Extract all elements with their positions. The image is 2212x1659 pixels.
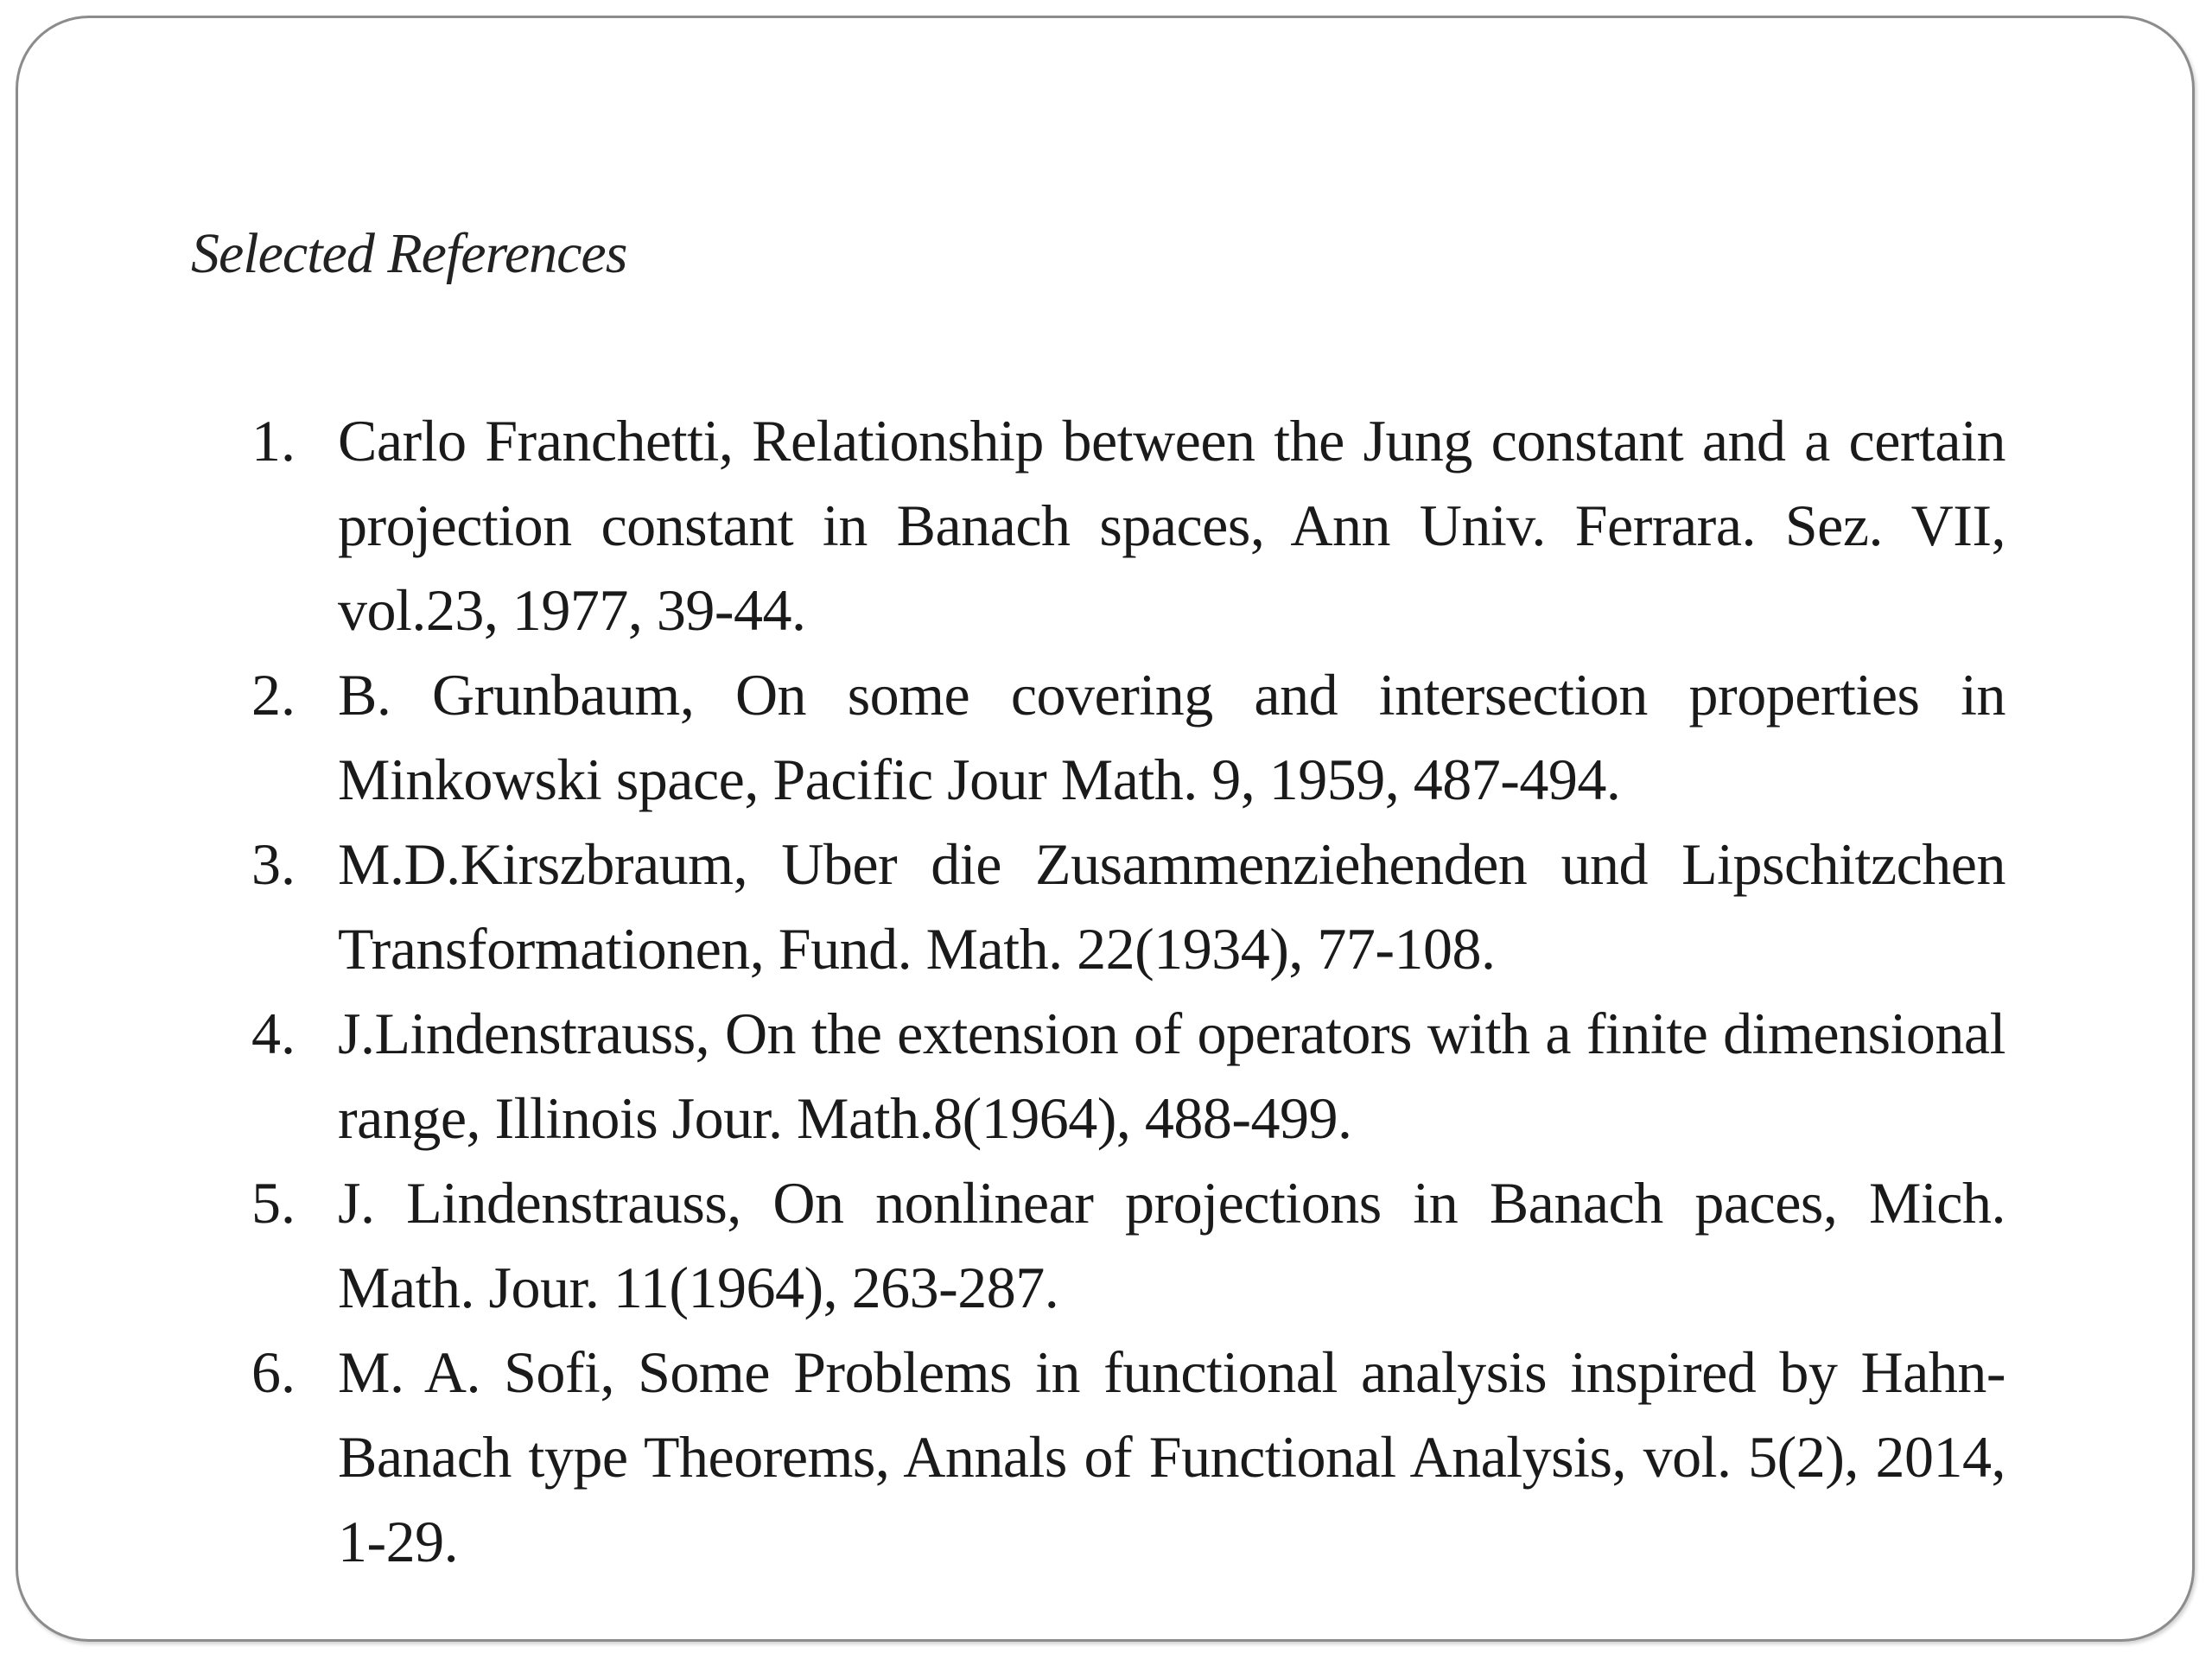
reference-list [251, 398, 2005, 1584]
reference-number: 4. [251, 1001, 296, 1066]
reference-number: 1. [251, 408, 296, 474]
reference-number: 5. [251, 1170, 296, 1236]
reference-item-2 [251, 652, 2005, 822]
reference-number: 2. [251, 662, 296, 728]
reference-item-1 [251, 398, 2005, 652]
reference-text: M.D.Kirszbraum, Uber die Zusammenziehenden und Lipschitzchen Transformationen, Fund. Math. 22(1934), 77-108. [338, 831, 2005, 982]
reference-text: M. A. Sofi, Some Problems in functional analysis inspired by Hahn-Banach type Theorems, Annals of Functional Analysis, vol. 5(2), 2014, 1-29. [338, 1339, 2005, 1574]
reference-text: J.Lindenstrauss, On the extension of operators with a finite dimensional range, Illinois Jour. Math.8(1964), 488-499. [338, 1001, 2005, 1151]
reference-text: Carlo Franchetti, Relationship between the Jung constant and a certain projection constant in Banach spaces, Ann Univ. Ferrara. Sez. VII, vol.23, 1977, 39-44. [338, 408, 2005, 643]
reference-number: 3. [251, 831, 296, 897]
reference-item-3 [251, 822, 2005, 991]
reference-text: J. Lindenstrauss, On nonlinear projections in Banach paces, Mich. Math. Jour. 11(1964), 263-287. [338, 1170, 2005, 1320]
reference-text: B. Grunbaum, On some covering and intersection properties in Minkowski space, Pacific Jour Math. 9, 1959, 487-494. [338, 662, 2005, 812]
slide-title: Selected References [191, 222, 627, 285]
reference-item-5 [251, 1160, 2005, 1330]
reference-item-6 [251, 1330, 2005, 1584]
slide-frame [16, 16, 2195, 1642]
reference-number: 6. [251, 1339, 296, 1405]
reference-item-4 [251, 991, 2005, 1160]
